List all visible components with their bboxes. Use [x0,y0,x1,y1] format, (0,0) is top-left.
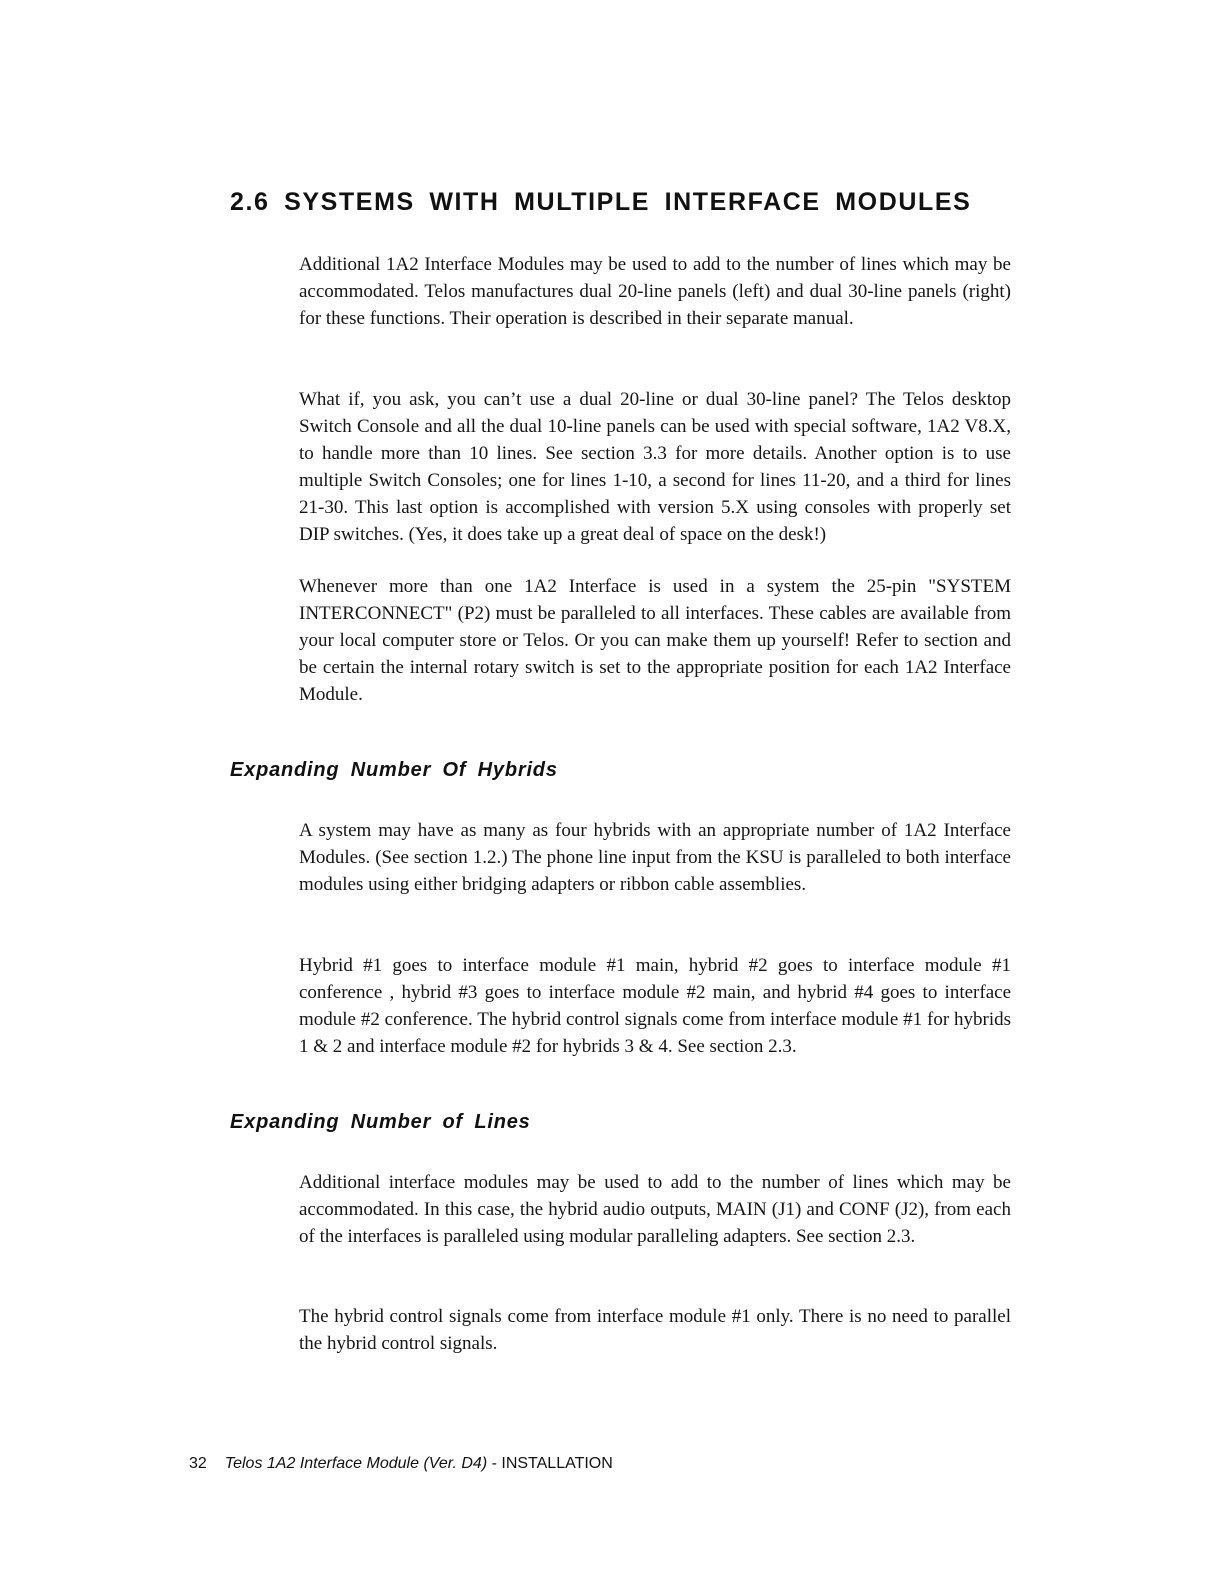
page-number: 32 [189,1455,207,1472]
intro-paragraph: Additional 1A2 Interface Modules may be used to add to the number of lines which may be accommodated. Telos manufactures dual 20-line panels (left) and dual 30-line panels (right) for these functions. Their operation is described in their separate manual. [299,254,1011,329]
lines-paragraph-1: Additional interface modules may be used to add to the number of lines which may be accommodated. In this case, the hybrid audio outputs, MAIN (J1) and CONF (J2), from each of the interfaces is paralleled using modular paralleling adapters. See section 2.3. [299,1172,1011,1247]
hybrids-paragraph-1: A system may have as many as four hybrids with an appropriate number of 1A2 Interface Modules. (See section 1.2.) The phone line input from the KSU is paralleled to both interface modules using either bridging adapters or ribbon cable assemblies. [299,820,1011,895]
hybrids-subheading: Expanding Number Of Hybrids [230,759,558,781]
footer-doc-title: Telos 1A2 Interface Module (Ver. D4) [224,1455,488,1472]
page-footer [189,1455,613,1473]
footer-section-label: - INSTALLATION [487,1455,613,1472]
interconnect-paragraph: Whenever more than one 1A2 Interface is used in a system the 25-pin "SYSTEM INTERCONNECT" (P2) must be paralleled to all interfaces. These cables are available from your local computer store or Telos. Or you can make them up yourself! Refer to section and be certain the internal rotary switch is set to the appropriate position for each 1A2 Interface Module. [299,576,1011,705]
section-heading: 2.6 SYSTEMS WITH MULTIPLE INTERFACE MODULES [230,188,972,216]
hybrids-paragraph-2: Hybrid #1 goes to interface module #1 main, hybrid #2 goes to interface module #1 conference , hybrid #3 goes to interface module #2 main, and hybrid #4 goes to interface module #2 conference. The hybrid control signals come from interface module #1 for hybrids 1 & 2 and interface module #2 for hybrids 3 & 4. See section 2.3. [299,955,1011,1057]
lines-subheading: Expanding Number of Lines [230,1111,531,1133]
lines-paragraph-2: The hybrid control signals come from interface module #1 only. There is no need to parallel the hybrid control signals. [299,1306,1011,1354]
options-paragraph: What if, you ask, you can’t use a dual 20-line or dual 30-line panel? The Telos desktop Switch Console and all the dual 10-line panels can be used with special software, 1A2 V8.X, to handle more than 10 lines. See section 3.3 for more details. Another option is to use multiple Switch Consoles; one for lines 1-10, a second for lines 11-20, and a third for lines 21-30. This last option is accomplished with version 5.X using consoles with properly set DIP switches. (Yes, it does take up a great deal of space on the desk!) [299,389,1011,545]
